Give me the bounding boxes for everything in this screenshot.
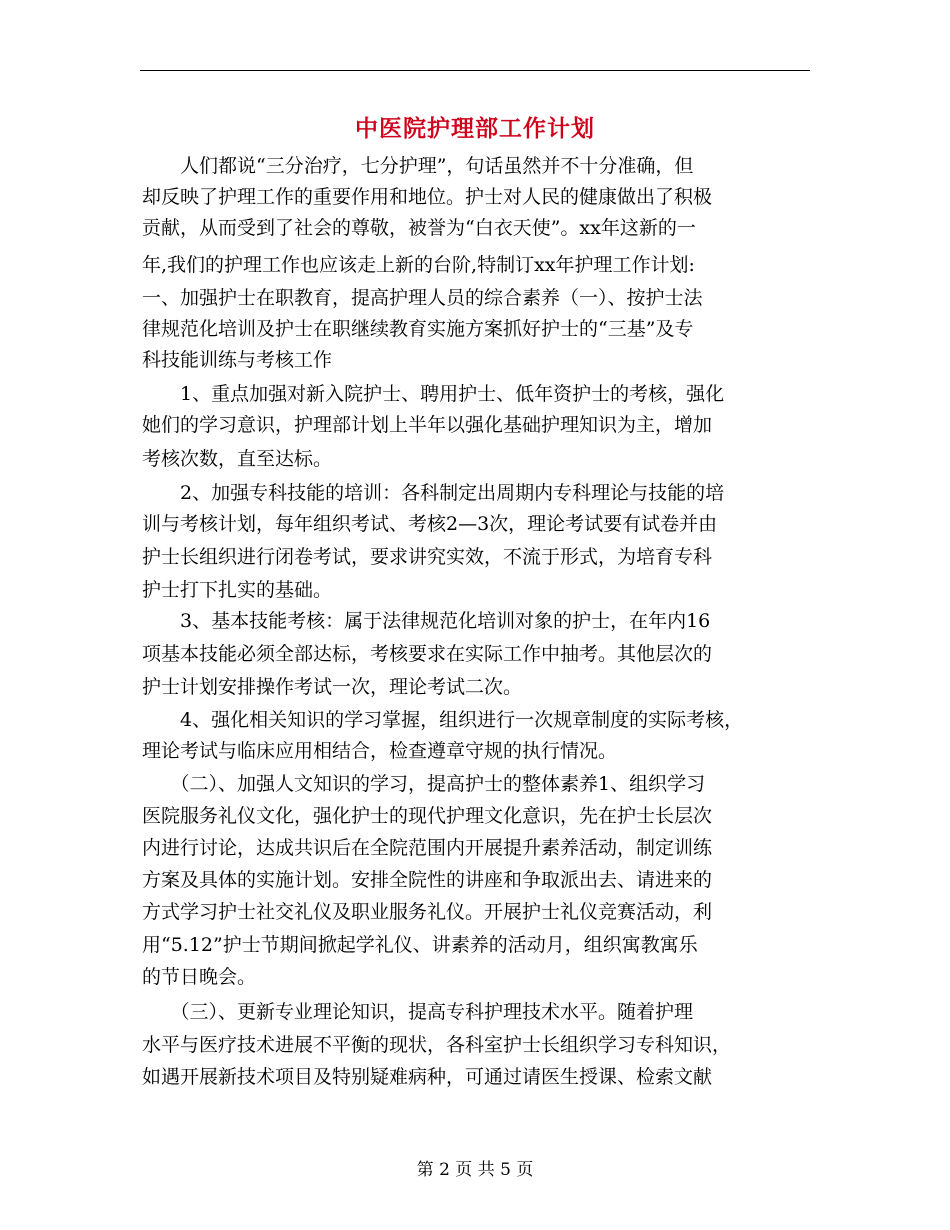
text-line: 的节日晚会。 bbox=[142, 966, 257, 988]
page-footer: 第 2 页 共 5 页 bbox=[416, 1160, 534, 1180]
text-line: 人们都说“三分治疗，七分护理”，句话虽然并不十分准确，但 bbox=[142, 155, 694, 177]
text-line: （三）、更新专业理论知识，提高专科护理技术水平。随着护理 bbox=[142, 1001, 694, 1023]
text-line: 律规范化培训及护士在职继续教育实施方案抓好护士的“三基”及专 bbox=[142, 318, 694, 340]
text-line: 护士长组织进行闭卷考试，要求讲究实效，不流于形式，为培育专科 bbox=[142, 546, 713, 568]
text-line: 一、加强护士在职教育，提高护理人员的综合素养（一）、按护士法 bbox=[142, 287, 703, 309]
text-line: 科技能训练与考核工作 bbox=[142, 349, 333, 371]
text-line: 护士打下扎实的基础。 bbox=[142, 579, 333, 601]
text-line: 内进行讨论，达成共识后在全院范围内开展提升素养活动，制定训练 bbox=[142, 837, 713, 859]
text-line: 方式学习护士社交礼仪及职业服务礼仪。开展护士礼仪竞赛活动，利 bbox=[142, 901, 713, 923]
text-line: 方案及具体的实施计划。安排全院性的讲座和争取派出去、请进来的 bbox=[142, 869, 713, 891]
text-line: 理论考试与临床应用相结合，检查遵章守规的执行情况。 bbox=[142, 740, 618, 762]
text-line: 年,我们的护理工作也应该走上新的台阶,特制订xx年护理工作计划: bbox=[142, 254, 695, 276]
header-rule bbox=[140, 70, 810, 71]
text-line: 却反映了护理工作的重要作用和地位。护士对人民的健康做出了积极 bbox=[142, 186, 713, 208]
text-line: 护士计划安排操作考试一次，理论考试二次。 bbox=[142, 676, 523, 698]
text-line: 3、基本技能考核：属于法律规范化培训对象的护士，在年内16 bbox=[142, 610, 711, 632]
text-line: 用“5.12”护士节期间掀起学礼仪、讲素养的活动月，组织寓教寓乐 bbox=[142, 934, 698, 956]
document-title: 中医院护理部工作计划 bbox=[355, 115, 595, 142]
text-line: 水平与医疗技术进展不平衡的现状，各科室护士长组织学习专科知识， bbox=[142, 1034, 732, 1056]
text-line: 考核次数，直至达标。 bbox=[142, 448, 333, 470]
text-line: （二）、加强人文知识的学习，提高护士的整体素养1、组织学习 bbox=[142, 773, 706, 795]
text-line: 如遇开展新技术项目及特别疑难病种，可通过请医生授课、检索文献 bbox=[142, 1066, 713, 1088]
text-line: 4、强化相关知识的学习掌握，组织进行一次规章制度的实际考核， bbox=[142, 709, 744, 731]
text-line: 她们的学习意识，护理部计划上半年以强化基础护理知识为主，增加 bbox=[142, 414, 713, 436]
text-line: 1、重点加强对新入院护士、聘用护士、低年资护士的考核，强化 bbox=[142, 383, 725, 405]
text-line: 训与考核计划，每年组织考试、考核2—3次，理论考试要有试卷并由 bbox=[142, 513, 718, 535]
text-line: 贡献，从而受到了社会的尊敬，被誉为“白衣天使”。xx年这新的一 bbox=[142, 217, 696, 239]
text-line: 2、加强专科技能的培训：各科制定出周期内专科理论与技能的培 bbox=[142, 482, 725, 504]
text-line: 医院服务礼仪文化，强化护士的现代护理文化意识，先在护士长层次 bbox=[142, 805, 713, 827]
text-line: 项基本技能必须全部达标，考核要求在实际工作中抽考。其他层次的 bbox=[142, 643, 713, 665]
